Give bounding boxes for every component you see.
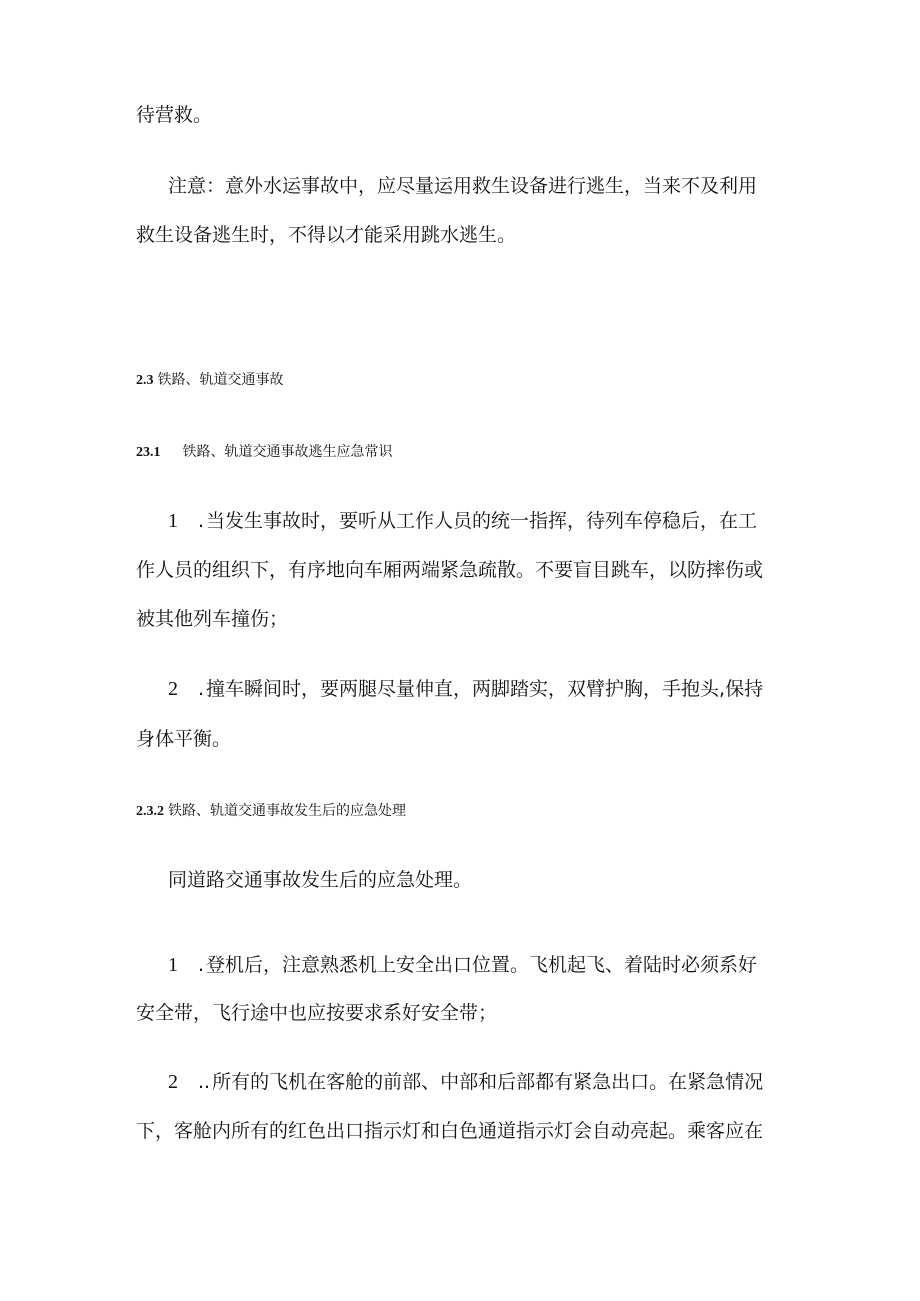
text-line: 注意：意外水运事故中，应尽量运用救生设备进行逃生，当来不及利用 <box>168 175 758 197</box>
section-heading-2-3-1 <box>136 442 796 463</box>
list-item-1-line-3 <box>136 606 796 632</box>
section-heading-2-3-2 <box>136 801 796 822</box>
list-dot: . <box>198 678 205 700</box>
section-heading-2-3 <box>136 370 796 391</box>
text-line: 待营救。 <box>136 104 213 126</box>
section-number: 2.3.2 <box>136 804 164 819</box>
text-line: 登机后，注意熟悉机上安全出口位置。飞机起飞、着陆时必须系好 <box>206 954 758 976</box>
paragraph-continuation <box>136 102 796 128</box>
list-dot: .. <box>198 1071 211 1093</box>
list-item-1-line-2 <box>136 557 796 583</box>
list-number: 2 <box>168 678 178 700</box>
list-item-3-line-1 <box>168 952 796 978</box>
text-line: 同道路交通事故发生后的应急处理。 <box>168 869 473 891</box>
list-item-1-line-1 <box>168 508 796 534</box>
text-line: 所有的飞机在客舱的前部、中部和后部都有紧急出口。在紧急情况 <box>212 1071 764 1093</box>
text-line: 下，客舱内所有的红色出口指示灯和白色通道指示灯会自动亮起。乘客应在 <box>136 1120 764 1142</box>
section-number: 23.1 <box>136 445 161 460</box>
text-line: 作人员的组织下，有序地向车厢两端紧急疏散。不要盲目跳车，以防摔伤或 <box>136 559 764 581</box>
list-item-2-line-1 <box>168 676 796 702</box>
list-item-2-line-2 <box>136 726 796 752</box>
text-line: 身体平衡。 <box>136 728 232 750</box>
list-number: 2 <box>168 1071 178 1093</box>
list-item-4-line-1 <box>168 1069 796 1095</box>
text-line: 救生设备逃生时，不得以才能采用跳水逃生。 <box>136 224 517 246</box>
list-dot: . <box>198 954 205 976</box>
text-line: 被其他列车撞伤； <box>136 608 289 630</box>
section-title: 铁路、轨道交通事故逃生应急常识 <box>182 444 393 460</box>
list-item-4-line-2 <box>136 1118 796 1144</box>
section-title: 铁路、轨道交通事故 <box>157 372 284 388</box>
list-dot: . <box>198 510 205 532</box>
text-line: 当发生事故时，要听从工作人员的统一指挥，待列车停稳后，在工 <box>206 510 758 532</box>
list-number: 1 <box>168 510 178 532</box>
note-paragraph-line-1 <box>168 173 796 199</box>
same-as-paragraph <box>168 867 796 893</box>
section-title: 铁路、轨道交通事故发生后的应急处理 <box>168 803 406 819</box>
section-number: 2.3 <box>136 373 154 388</box>
list-item-3-line-2 <box>136 1000 796 1026</box>
text-line: 撞车瞬间时，要两腿尽量伸直，两脚踏实，双臂护胸，手抱头,保持 <box>206 678 764 700</box>
note-paragraph-line-2 <box>136 222 796 248</box>
text-line: 安全带，飞行途中也应按要求系好安全带； <box>136 1002 498 1024</box>
list-number: 1 <box>168 954 178 976</box>
